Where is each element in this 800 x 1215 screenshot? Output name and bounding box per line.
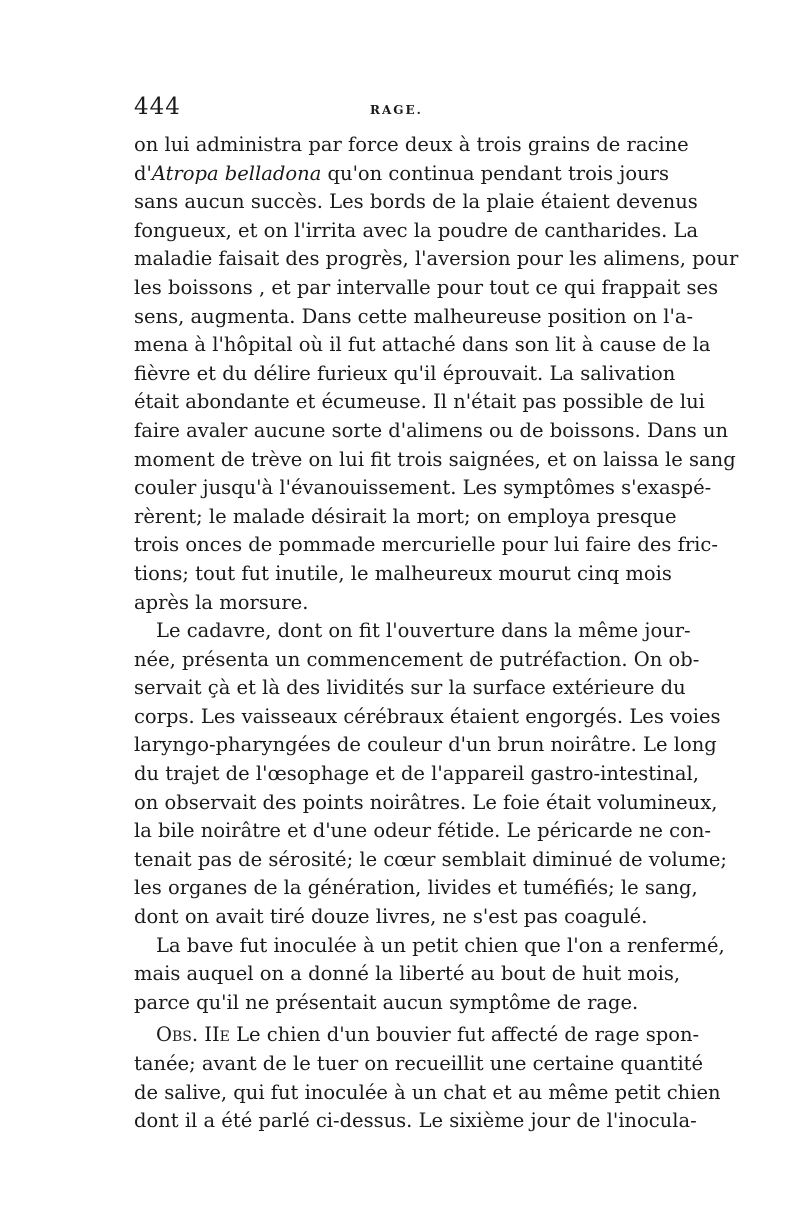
body-text bbox=[134, 131, 739, 1136]
text-line: la bile noirâtre et d'une odeur fétide. Le péricarde ne con- bbox=[134, 819, 711, 843]
text-line: servait çà et là des lividités sur la surface extérieure du bbox=[134, 676, 686, 700]
text-line: faire avaler aucune sorte d'alimens ou de boissons. Dans un bbox=[134, 418, 729, 442]
running-head: RAGE. bbox=[370, 103, 423, 117]
text-line: mena à l'hôpital où il fut attaché dans son lit à cause de la bbox=[134, 333, 711, 357]
text-line: mais auquel on a donné la liberté au bout de huit mois, bbox=[134, 962, 681, 986]
paragraph-4 bbox=[134, 1021, 721, 1135]
text-line: les organes de la génération, livides et tuméfiés; le sang, bbox=[134, 876, 698, 900]
text-line: tenait pas de sérosité; le cœur semblait diminué de volume; bbox=[134, 847, 727, 871]
text-line: La bave fut inoculée à un petit chien que l'on a renfermé, bbox=[156, 933, 725, 957]
text-line: parce qu'il ne présentait aucun symptôme de rage. bbox=[134, 990, 639, 1014]
text-line: née, présenta un commencement de putréfaction. On ob- bbox=[134, 647, 700, 671]
text-line: les boissons , et par intervalle pour tout ce qui frappait ses bbox=[134, 275, 719, 299]
text-line: Le cadavre, dont on fit l'ouverture dans la même jour- bbox=[156, 619, 691, 643]
text-line: moment de trève on lui fit trois saignées, et on laissa le sang bbox=[134, 447, 736, 471]
text-line: dont on avait tiré douze livres, ne s'est pas coagulé. bbox=[134, 905, 648, 929]
text-line-content: Le chien d'un bouvier fut affecté de rage spon- bbox=[236, 1023, 700, 1047]
text-line: sans aucun succès. Les bords de la plaie étaient devenus bbox=[134, 190, 698, 214]
text-line bbox=[134, 1021, 700, 1050]
page-header bbox=[134, 94, 668, 128]
text-line: on lui administra par force deux à trois grains de racine bbox=[134, 133, 689, 156]
paragraph-1 bbox=[134, 131, 739, 617]
text-line: fièvre et du délire furieux qu'il éprouvait. La salivation bbox=[134, 361, 676, 385]
text-line: trois onces de pommade mercurielle pour lui faire des fric- bbox=[134, 533, 718, 557]
text-line: corps. Les vaisseaux cérébraux étaient engorgés. Les voies bbox=[134, 704, 721, 728]
text-line: tions; tout fut inutile, le malheureux mourut cinq mois bbox=[134, 561, 672, 585]
text-line: sens, augmenta. Dans cette malheureuse position on l'a- bbox=[134, 304, 694, 328]
text-line: du trajet de l'œsophage et de l'appareil gastro-intestinal, bbox=[134, 762, 699, 786]
text-line: après la morsure. bbox=[134, 590, 309, 614]
page-number: 444 bbox=[134, 94, 181, 120]
text-line: de salive, qui fut inoculée à un chat et au même petit chien bbox=[134, 1080, 721, 1104]
paragraph-3 bbox=[134, 932, 725, 1018]
text-line: rèrent; le malade désirait la mort; on employa presque bbox=[134, 504, 677, 528]
text-line: couler jusqu'à l'évanouissement. Les symptômes s'exaspé- bbox=[134, 476, 712, 500]
paragraph-2 bbox=[134, 617, 727, 932]
text-line: tanée; avant de le tuer on recueillit une certaine quantité bbox=[134, 1052, 704, 1075]
text-line: laryngo-pharyngées de couleur d'un brun noirâtre. Le long bbox=[134, 733, 717, 757]
observation-label: Obs. IIe bbox=[156, 1023, 230, 1047]
text-line: dont il a été parlé ci-dessus. Le sixième jour de l'inocula- bbox=[134, 1109, 697, 1133]
text-line: d'Atropa belladona qu'on continua pendant trois jours bbox=[134, 161, 669, 185]
text-line: fongueux, et on l'irrita avec la poudre de cantharides. La bbox=[134, 218, 699, 242]
text-line: était abondante et écumeuse. Il n'était pas possible de lui bbox=[134, 390, 705, 414]
species-name: Atropa belladona bbox=[151, 161, 322, 185]
text-line: on observait des points noirâtres. Le foie était volumineux, bbox=[134, 790, 718, 814]
text-line: maladie faisait des progrès, l'aversion pour les alimens, pour bbox=[134, 247, 739, 271]
